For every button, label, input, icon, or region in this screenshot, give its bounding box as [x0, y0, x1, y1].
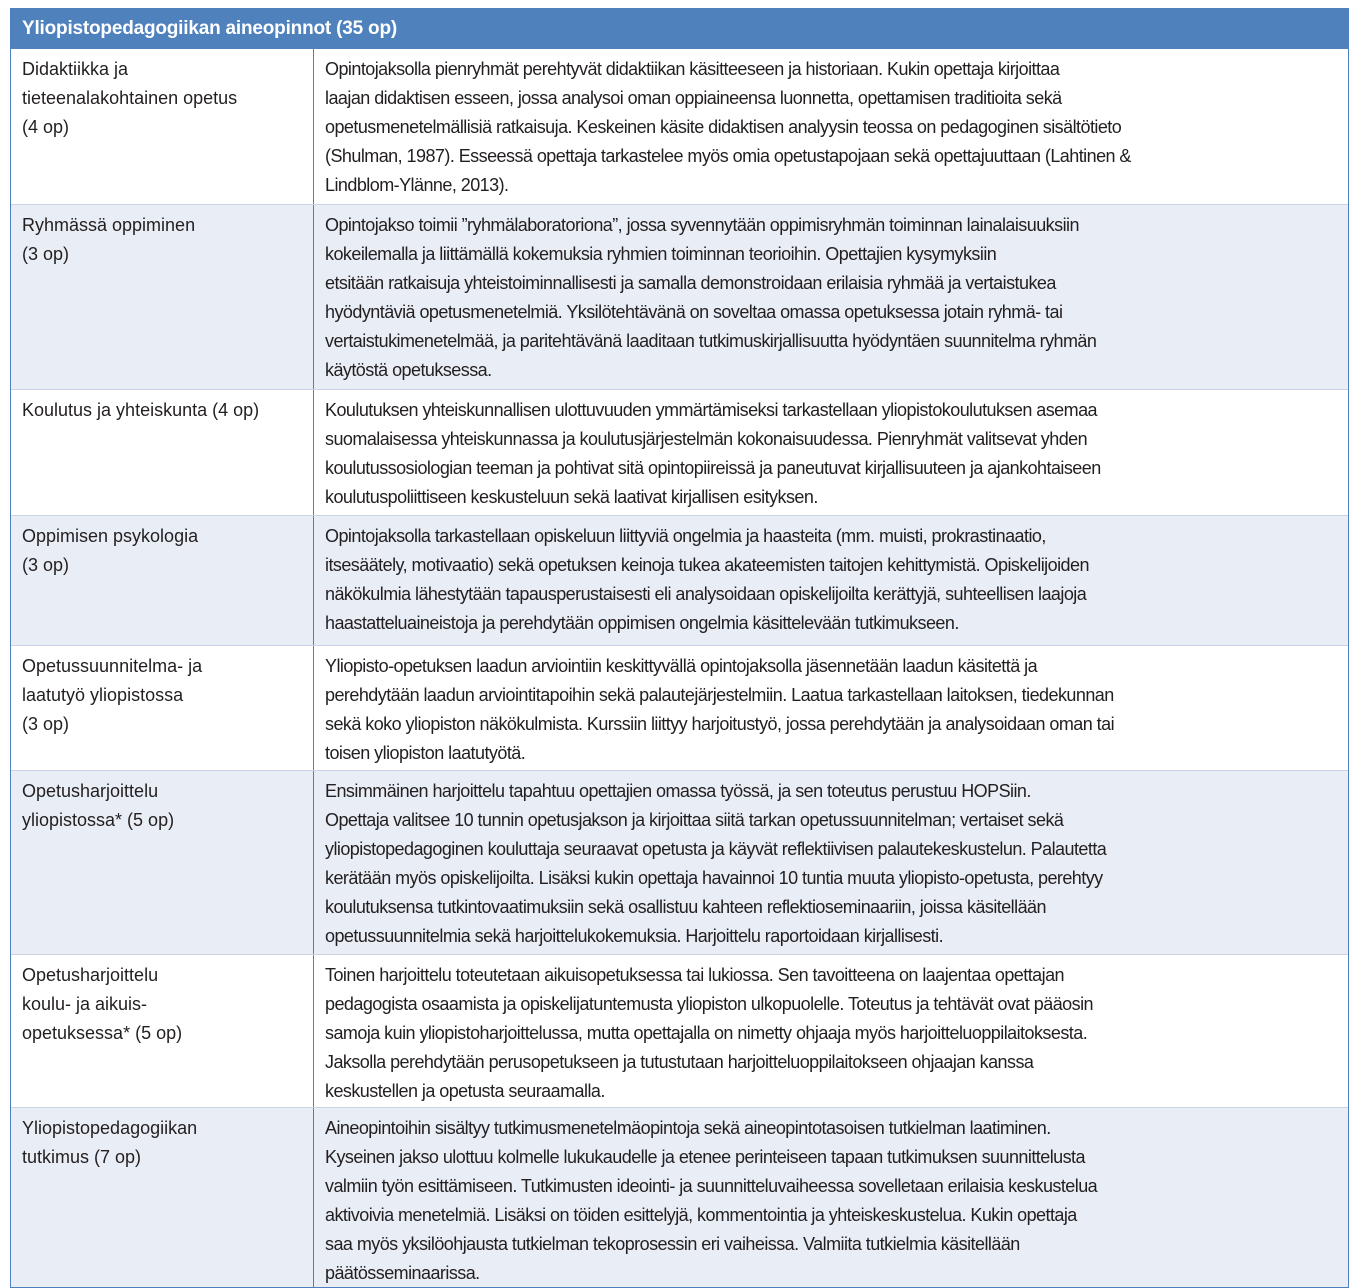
- description-line: koulutuspoliittiseen keskusteluun sekä laativat kirjallisen esityksen.: [325, 487, 818, 507]
- course-name-line: laatutyö yliopistossa: [22, 685, 184, 705]
- description-line: Kyseinen jakso ulottuu kolmelle lukukaudelle ja etenee perinteiseen tapaan tutkimuksen suunnittelusta: [325, 1147, 1085, 1167]
- course-description-cell: [314, 955, 1348, 1107]
- course-name-line: koulu- ja aikuis-: [22, 994, 148, 1014]
- description-line: Lindblom-Ylänne, 2013).: [325, 175, 509, 195]
- description-line: saa myös yksilöohjausta tutkielman tekoprosessin eri vaiheissa. Valmiita tutkielmia käsitellään: [325, 1234, 1020, 1254]
- course-name-line: tutkimus (7 op): [22, 1147, 142, 1167]
- description-line: Yliopisto-opetuksen laadun arviointiin keskittyvällä opintojaksolla jäsennetään laadun käsitettä ja: [325, 656, 1038, 676]
- description-line: itsesäätely, motivaatio) sekä opetuksen keinoja tukea akateemisten taitojen kehittymistä. Opiskelijoiden: [325, 555, 1089, 575]
- course-name-line: (3 op): [22, 244, 70, 264]
- description-line: Ensimmäinen harjoittelu tapahtuu opettajien omassa työssä, ja sen toteutus perustuu HOPSiin.: [325, 781, 1031, 801]
- description-line: Koulutuksen yhteiskunnallisen ulottuvuuden ymmärtämiseksi tarkastellaan yliopistokoulutuksen asemaa: [325, 400, 1097, 420]
- course-name-cell: [11, 49, 314, 204]
- course-name-cell: [11, 205, 314, 389]
- course-name-line: Koulutus ja yhteiskunta (4 op): [22, 400, 260, 420]
- description-line: Jaksolla perehdytään perusopetukseen ja tutustutaan harjoitteluoppilaitokseen ohjaajan kanssa: [325, 1052, 1034, 1072]
- description-line: samoja kuin yliopistoharjoittelussa, mutta opettajalla on nimetty ohjaaja myös harjoitteluoppilaitoksesta.: [325, 1023, 1088, 1043]
- description-line: haastatteluaineistoja ja perehdytään oppimisen ongelmia käsittelevään tutkimukseen.: [325, 613, 959, 633]
- course-name-cell: [11, 955, 314, 1107]
- description-line: Opintojaksolla pienryhmät perehtyvät didaktiikan käsitteeseen ja historiaan. Kukin opettaja kirjoittaa: [325, 59, 1060, 79]
- description-line: valmiin työn esittämiseen. Tutkimusten ideointi- ja suunnitteluvaiheessa sovelletaan erilaisia keskustelua: [325, 1176, 1098, 1196]
- description-line: yliopistopedagoginen kouluttaja seuraavat opetusta ja käyvät reflektiivisen palautekeskustelun. Palautetta: [325, 839, 1107, 859]
- course-name-line: (3 op): [22, 714, 70, 734]
- description-line: Opintojakso toimii ”ryhmälaboratoriona”, jossa syvennytään oppimisryhmän toiminnan lainalaisuuksiin: [325, 215, 1079, 235]
- course-name-line: Opetussuunnitelma- ja: [22, 656, 203, 676]
- description-line: toisen yliopiston laatutyötä.: [325, 743, 526, 763]
- course-name-cell: [11, 390, 314, 515]
- course-description-cell: [314, 390, 1348, 515]
- course-name-line: Didaktiikka ja: [22, 59, 129, 79]
- course-name-cell: [11, 516, 314, 645]
- course-description-cell: [314, 771, 1348, 954]
- table-row: [11, 770, 1348, 954]
- table-title: Yliopistopedagogiikan aineopinnot (35 op): [11, 9, 1348, 49]
- table-row: [11, 204, 1348, 389]
- description-line: (Shulman, 1987). Esseessä opettaja tarkastelee myös omia opetustapojaan sekä opettajuuttaan (Lahtinen &: [325, 146, 1131, 166]
- table-row: [11, 515, 1348, 645]
- course-name-cell: [11, 1108, 314, 1287]
- description-line: opetussuunnitelmia sekä harjoittelukokemuksia. Harjoittelu raportoidaan kirjallisesti.: [325, 926, 944, 946]
- table-row: [11, 645, 1348, 770]
- course-name-line: (3 op): [22, 555, 70, 575]
- course-name-line: (4 op): [22, 117, 70, 137]
- course-name-line: opetuksessa* (5 op): [22, 1023, 183, 1043]
- course-description-cell: [314, 49, 1348, 204]
- description-line: koulutuksensa tutkintovaatimuksiin sekä osallistuu kahteen reflektioseminaariin, joissa käsitellään: [325, 897, 1046, 917]
- course-name-line: tieteenalakohtainen opetus: [22, 88, 238, 108]
- course-description-cell: [314, 205, 1348, 389]
- description-line: sekä koko yliopiston näkökulmista. Kurssiin liittyy harjoitustyö, jossa perehdytään ja analysoidaan oman tai: [325, 714, 1115, 734]
- description-line: laajan didaktisen esseen, jossa analysoi oman oppiaineensa luonnetta, opettamisen traditioita sekä: [325, 88, 1062, 108]
- table-row: [11, 49, 1348, 204]
- course-name-line: yliopistossa* (5 op): [22, 810, 175, 830]
- description-line: Opintojaksolla tarkastellaan opiskeluun liittyviä ongelmia ja haasteita (mm. muisti, prokrastinaatio,: [325, 526, 1046, 546]
- course-description-cell: [314, 1108, 1348, 1287]
- description-line: käytöstä opetuksessa.: [325, 360, 492, 380]
- courses-table: [10, 8, 1349, 1288]
- table-row: [11, 389, 1348, 515]
- course-name-cell: [11, 646, 314, 770]
- description-line: opetusmenetelmällisiä ratkaisuja. Keskeinen käsite didaktisen analyysin teossa on pedagoginen sisältötieto: [325, 117, 1122, 137]
- course-name-line: Yliopistopedagogiikan: [22, 1118, 198, 1138]
- description-line: koulutussosiologian teeman ja pohtivat sitä opintopiireissä ja paneutuvat kirjallisuuteen ja ajankohtaiseen: [325, 458, 1101, 478]
- course-description-cell: [314, 646, 1348, 770]
- table-row: [11, 1107, 1348, 1287]
- description-line: Toinen harjoittelu toteutetaan aikuisopetuksessa tai lukiossa. Sen tavoitteena on laajentaa opettajan: [325, 965, 1065, 985]
- description-line: Opettaja valitsee 10 tunnin opetusjakson ja kirjoittaa siitä tarkan opetussuunnitelman; vertaiset sekä: [325, 810, 1064, 830]
- description-line: perehdytään laadun arviointitapoihin sekä palautejärjestelmiin. Laatua tarkastellaan laitoksen, tiedekunnan: [325, 685, 1114, 705]
- course-name-cell: [11, 771, 314, 954]
- description-line: hyödyntäviä opetusmenetelmiä. Yksilötehtävänä on soveltaa omassa opetuksessa jotain ryhmä- tai: [325, 302, 1063, 322]
- description-line: aktivoivia menetelmiä. Lisäksi on töiden esittelyjä, kommentointia ja yhteiskeskustelua. Kukin opettaja: [325, 1205, 1077, 1225]
- table-body: [11, 49, 1348, 1287]
- course-description-cell: [314, 516, 1348, 645]
- description-line: kokeilemalla ja liittämällä kokemuksia ryhmien toiminnan teorioihin. Opettajien kysymyksiin: [325, 244, 997, 264]
- table-row: [11, 954, 1348, 1107]
- description-line: etsitään ratkaisuja yhteistoiminnallisesti ja samalla demonstroidaan erilaisia ryhmää ja vertaistukea: [325, 273, 1056, 293]
- description-line: päätösseminaarissa.: [325, 1263, 480, 1283]
- description-line: suomalaisessa yhteiskunnassa ja koulutusjärjestelmän kokonaisuudessa. Pienryhmät valitsevat yhden: [325, 429, 1088, 449]
- course-name-line: Oppimisen psykologia: [22, 526, 199, 546]
- description-line: Aineopintoihin sisältyy tutkimusmenetelmäopintoja sekä aineopintotasoisen tutkielman laatiminen.: [325, 1118, 1051, 1138]
- description-line: näkökulmia lähestytään tapausperustaisesti eli analysoidaan opiskelijoilta kerättyjä, suhteellisen laajoja: [325, 584, 1087, 604]
- description-line: vertaistukimenetelmää, ja paritehtävänä laaditaan tutkimuskirjallisuutta hyödyntäen suunnitelma ryhmän: [325, 331, 1097, 351]
- description-line: keskustellen ja opetusta seuraamalla.: [325, 1081, 605, 1101]
- course-name-line: Ryhmässä oppiminen: [22, 215, 196, 235]
- course-name-line: Opetusharjoittelu: [22, 965, 159, 985]
- course-name-line: Opetusharjoittelu: [22, 781, 159, 801]
- description-line: pedagogista osaamista ja opiskelijatuntemusta yliopiston ulkopuolelle. Toteutus ja tehtävät ovat pääosin: [325, 994, 1093, 1014]
- description-line: kerätään myös opiskelijoilta. Lisäksi kukin opettaja havainnoi 10 tuntia muuta yliopisto-opetusta, perehtyy: [325, 868, 1103, 888]
